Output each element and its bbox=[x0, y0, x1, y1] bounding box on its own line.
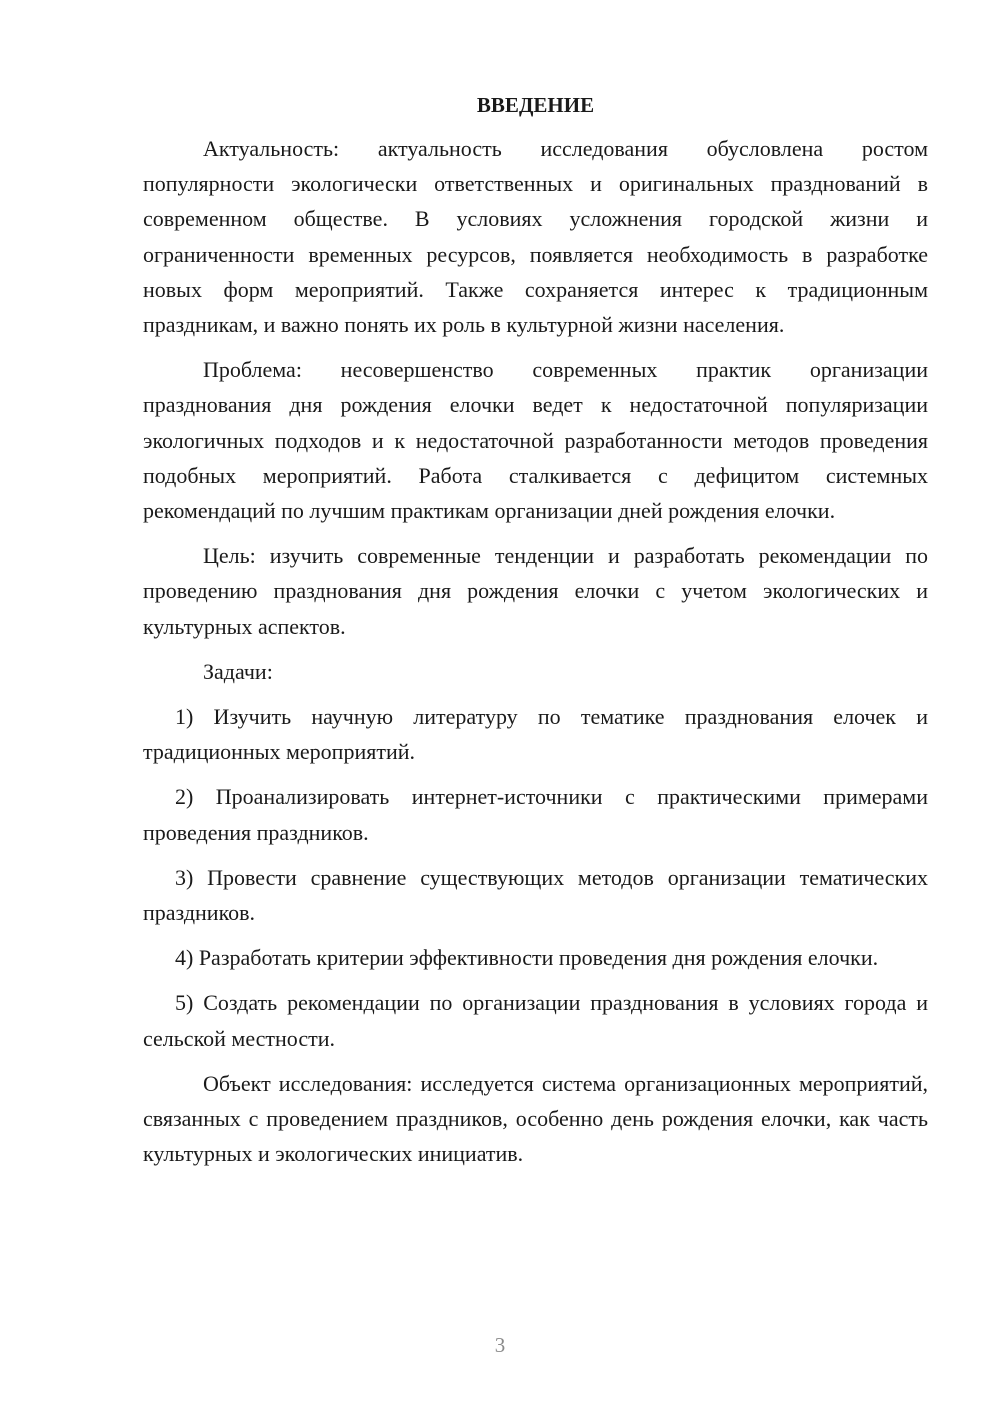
tasks-label: Задачи: bbox=[203, 658, 273, 684]
task-item-3: 3) Провести сравнение существующих методов организации тематических праздников. bbox=[143, 864, 928, 926]
document-page bbox=[143, 88, 928, 1181]
problem-paragraph: Проблема: несовершенство современных практик организации празднования дня рождения елочки ведет к недостаточной популяризации экологичных подходов и к недостаточной разработанности методов проведения подобных мероприятий. Работа сталкивается с дефицитом системных рекомендаций по лучшим практикам организации дней рождения елочки. bbox=[143, 357, 928, 524]
research-object-paragraph: Объект исследования: исследуется система организационных мероприятий, связанных с проведением праздников, особенно день рождения елочки, как часть культурных и экологических инициатив. bbox=[143, 1070, 928, 1167]
relevance-paragraph: Актуальность: актуальность исследования обусловлена ростом популярности экологически ответственных и оригинальных празднований в современном обществе. В условиях усложнения городской жизни и ограниченности временных ресурсов, появляется необходимость в разработке новых форм мероприятий. Также сохраняется интерес к традиционным праздникам, и важно понять их роль в культурной жизни населения. bbox=[143, 136, 928, 338]
task-item-4: 4) Разработать критерии эффективности проведения дня рождения елочки. bbox=[175, 945, 879, 971]
task-item-1: 1) Изучить научную литературу по тематике празднования елочек и традиционных мероприятий. bbox=[143, 704, 928, 765]
task-item-5: 5) Создать рекомендации по организации празднования в условиях города и сельской местности. bbox=[143, 990, 928, 1051]
section-heading: ВВЕДЕНИЕ bbox=[476, 93, 595, 117]
task-item-2: 2) Проанализировать интернет-источники с практическими примерами проведения праздников. bbox=[143, 784, 928, 845]
page-number: 3 bbox=[494, 1333, 506, 1357]
goal-paragraph: Цель: изучить современные тенденции и разработать рекомендации по проведению празднования дня рождения елочки с учетом экологических и культурных аспектов. bbox=[143, 543, 928, 639]
